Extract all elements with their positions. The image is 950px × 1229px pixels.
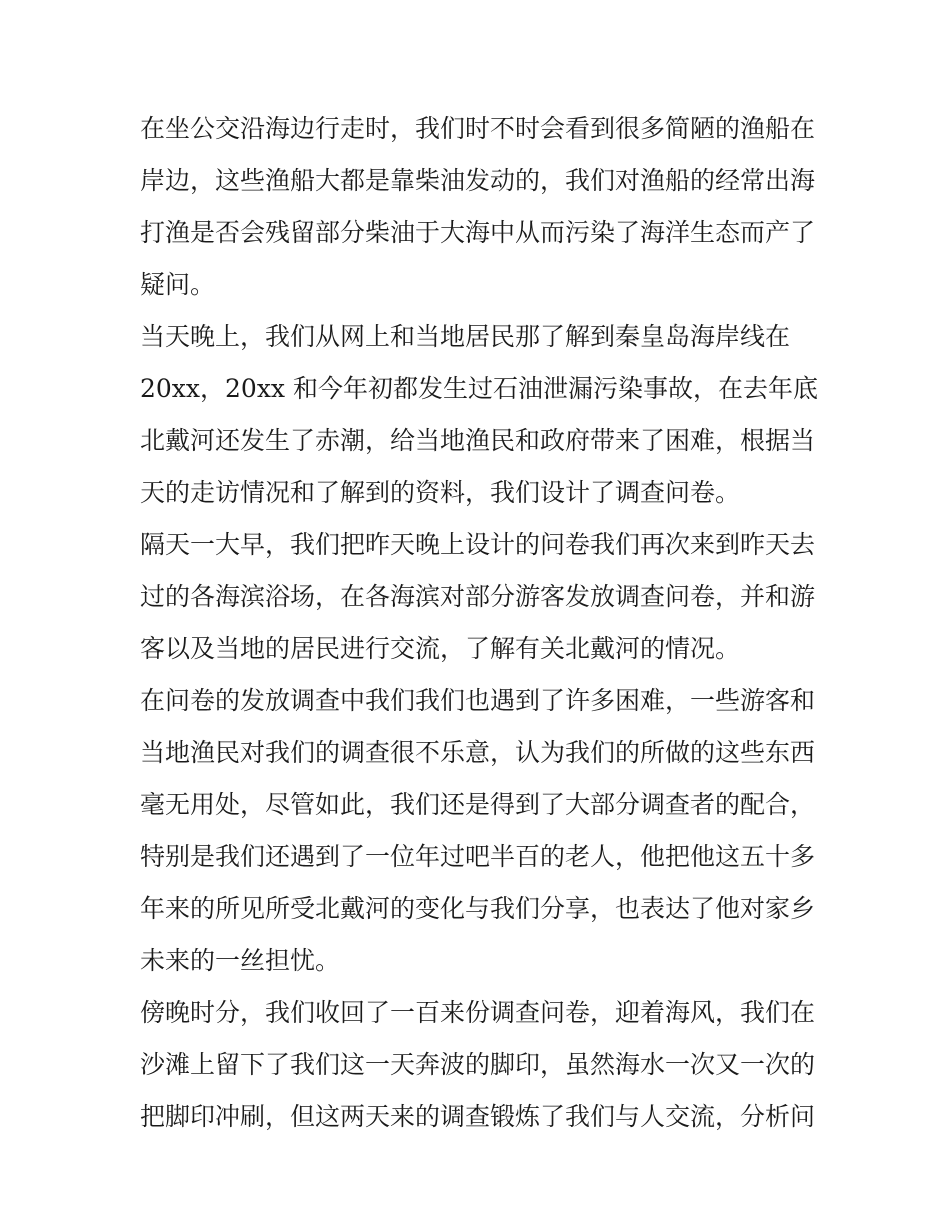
text-line: 当地渔民对我们的调查很不乐意，认为我们的所做的这些东西: [140, 738, 816, 767]
text-line: 打渔是否会残留部分柴油于大海中从而污染了海洋生态而产了: [140, 218, 816, 247]
text-line: 当天晚上，我们从网上和当地居民那了解到秦皇岛海岸线在: [140, 322, 791, 351]
text-line: 把脚印冲刷，但这两天来的调查锻炼了我们与人交流，分析问: [140, 1102, 816, 1131]
text-line: 隔天一大早，我们把昨天晚上设计的问卷我们再次来到昨天去: [140, 530, 816, 559]
text-line: 20xx，20xx 和今年初都发生过石油泄漏污染事故，在去年底: [140, 374, 818, 403]
text-line: 在坐公交沿海边行走时，我们时不时会看到很多简陋的渔船在: [140, 114, 816, 143]
text-line: 过的各海滨浴场，在各海滨对部分游客发放调查问卷，并和游: [140, 582, 816, 611]
text-line: 年来的所见所受北戴河的变化与我们分享，也表达了他对家乡: [140, 894, 816, 923]
text-line: 客以及当地的居民进行交流，了解有关北戴河的情况。: [140, 634, 741, 663]
text-line: 北戴河还发生了赤潮，给当地渔民和政府带来了困难，根据当: [140, 426, 816, 455]
text-line: 沙滩上留下了我们这一天奔波的脚印，虽然海水一次又一次的: [140, 1050, 816, 1079]
text-line: 疑问。: [140, 270, 216, 299]
text-line: 在问卷的发放调查中我们我们也遇到了许多困难，一些游客和: [140, 686, 816, 715]
text-line: 岸边，这些渔船大都是靠柴油发动的，我们对渔船的经常出海: [140, 166, 816, 195]
text-line: 傍晚时分，我们收回了一百来份调查问卷，迎着海风，我们在: [140, 998, 816, 1027]
text-line: 未来的一丝担忧。: [140, 946, 341, 975]
text-line: 毫无用处，尽管如此，我们还是得到了大部分调查者的配合，: [140, 790, 816, 819]
text-line: 特别是我们还遇到了一位年过吧半百的老人，他把他这五十多: [140, 842, 816, 871]
text-line: 天的走访情况和了解到的资料，我们设计了调查问卷。: [140, 478, 741, 507]
